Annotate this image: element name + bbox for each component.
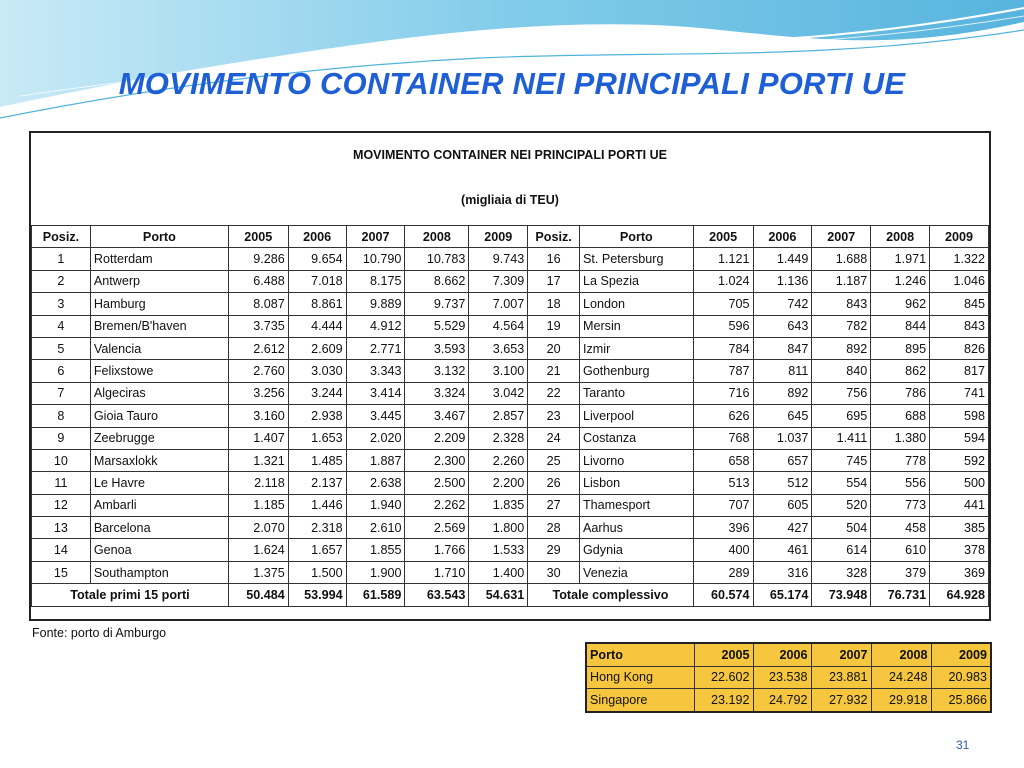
table-title: MOVIMENTO CONTAINER NEI PRINCIPALI PORTI UE xyxy=(353,148,667,162)
position-cell: 20 xyxy=(528,337,580,359)
value-cell: 27.932 xyxy=(811,689,871,712)
value-cell: 2.318 xyxy=(288,517,346,539)
header-cell: 2005 xyxy=(228,226,288,248)
table-row xyxy=(32,382,989,404)
value-cell: 1.136 xyxy=(753,270,812,292)
port-name-cell: Mersin xyxy=(579,315,693,337)
value-cell: 817 xyxy=(930,360,989,382)
value-cell: 3.735 xyxy=(228,315,288,337)
value-cell: 2.857 xyxy=(469,405,528,427)
table-total-row xyxy=(32,584,989,606)
value-cell: 23.538 xyxy=(753,666,811,689)
total-left-value: 53.994 xyxy=(288,584,346,606)
position-cell: 1 xyxy=(32,248,91,270)
value-cell: 1.624 xyxy=(228,539,288,561)
port-name-cell: Hong Kong xyxy=(586,666,694,689)
value-cell: 2.938 xyxy=(288,405,346,427)
value-cell: 3.160 xyxy=(228,405,288,427)
position-cell: 28 xyxy=(528,517,580,539)
value-cell: 784 xyxy=(693,337,753,359)
position-cell: 10 xyxy=(32,449,91,471)
header-cell: 2006 xyxy=(288,226,346,248)
value-cell: 2.137 xyxy=(288,472,346,494)
value-cell: 7.007 xyxy=(469,293,528,315)
total-left-value: 54.631 xyxy=(469,584,528,606)
value-cell: 643 xyxy=(753,315,812,337)
header-cell: 2007 xyxy=(811,643,871,666)
value-cell: 786 xyxy=(871,382,930,404)
asia-ports-table xyxy=(585,642,992,713)
value-cell: 1.380 xyxy=(871,427,930,449)
value-cell: 396 xyxy=(693,517,753,539)
port-name-cell: Gioia Tauro xyxy=(90,405,228,427)
table-row xyxy=(32,427,989,449)
value-cell: 626 xyxy=(693,405,753,427)
position-cell: 17 xyxy=(528,270,580,292)
value-cell: 1.688 xyxy=(812,248,871,270)
value-cell: 1.800 xyxy=(469,517,528,539)
value-cell: 610 xyxy=(871,539,930,561)
header-wave-decoration xyxy=(0,0,1024,130)
position-cell: 16 xyxy=(528,248,580,270)
value-cell: 2.020 xyxy=(346,427,405,449)
position-cell: 8 xyxy=(32,405,91,427)
table-row xyxy=(32,315,989,337)
page-number: 31 xyxy=(956,738,970,752)
value-cell: 845 xyxy=(930,293,989,315)
total-right-value: 60.574 xyxy=(693,584,753,606)
header-cell: 2009 xyxy=(930,226,989,248)
scanned-table-panel xyxy=(29,131,991,621)
value-cell: 598 xyxy=(930,405,989,427)
position-cell: 30 xyxy=(528,561,580,583)
port-name-cell: Izmir xyxy=(579,337,693,359)
value-cell: 4.564 xyxy=(469,315,528,337)
port-name-cell: Southampton xyxy=(90,561,228,583)
total-left-value: 63.543 xyxy=(405,584,469,606)
value-cell: 379 xyxy=(871,561,930,583)
slide-title: MOVIMENTO CONTAINER NEI PRINCIPALI PORTI UE xyxy=(118,66,906,101)
value-cell: 3.593 xyxy=(405,337,469,359)
total-left-value: 61.589 xyxy=(346,584,405,606)
table-row xyxy=(32,449,989,471)
port-name-cell: Hamburg xyxy=(90,293,228,315)
value-cell: 513 xyxy=(693,472,753,494)
table-row xyxy=(32,539,989,561)
value-cell: 844 xyxy=(871,315,930,337)
position-cell: 12 xyxy=(32,494,91,516)
position-cell: 26 xyxy=(528,472,580,494)
table-subtitle: (migliaia di TEU) xyxy=(461,193,559,207)
asia-table-body xyxy=(586,666,991,712)
value-cell: 892 xyxy=(812,337,871,359)
value-cell: 23.192 xyxy=(694,689,753,712)
value-cell: 1.121 xyxy=(693,248,753,270)
value-cell: 862 xyxy=(871,360,930,382)
value-cell: 554 xyxy=(812,472,871,494)
header-cell: 2008 xyxy=(405,226,469,248)
value-cell: 741 xyxy=(930,382,989,404)
port-name-cell: Antwerp xyxy=(90,270,228,292)
header-cell: 2007 xyxy=(812,226,871,248)
value-cell: 3.653 xyxy=(469,337,528,359)
value-cell: 9.286 xyxy=(228,248,288,270)
position-cell: 5 xyxy=(32,337,91,359)
value-cell: 1.046 xyxy=(930,270,989,292)
value-cell: 2.328 xyxy=(469,427,528,449)
position-cell: 21 xyxy=(528,360,580,382)
table-row xyxy=(32,494,989,516)
value-cell: 1.407 xyxy=(228,427,288,449)
asia-table-row xyxy=(586,689,991,712)
position-cell: 25 xyxy=(528,449,580,471)
value-cell: 592 xyxy=(930,449,989,471)
port-name-cell: Rotterdam xyxy=(90,248,228,270)
value-cell: 3.324 xyxy=(405,382,469,404)
header-cell: 2007 xyxy=(346,226,405,248)
value-cell: 400 xyxy=(693,539,753,561)
value-cell: 657 xyxy=(753,449,812,471)
value-cell: 289 xyxy=(693,561,753,583)
value-cell: 556 xyxy=(871,472,930,494)
total-right-value: 73.948 xyxy=(812,584,871,606)
port-name-cell: Marsaxlokk xyxy=(90,449,228,471)
header-cell: 2006 xyxy=(753,643,811,666)
value-cell: 962 xyxy=(871,293,930,315)
value-cell: 768 xyxy=(693,427,753,449)
value-cell: 705 xyxy=(693,293,753,315)
value-cell: 1.024 xyxy=(693,270,753,292)
total-right-label: Totale complessivo xyxy=(528,584,693,606)
table-row xyxy=(32,561,989,583)
port-name-cell: Gothenburg xyxy=(579,360,693,382)
value-cell: 3.256 xyxy=(228,382,288,404)
value-cell: 3.244 xyxy=(288,382,346,404)
value-cell: 2.569 xyxy=(405,517,469,539)
table-row xyxy=(32,472,989,494)
position-cell: 18 xyxy=(528,293,580,315)
value-cell: 500 xyxy=(930,472,989,494)
value-cell: 645 xyxy=(753,405,812,427)
value-cell: 1.446 xyxy=(288,494,346,516)
value-cell: 707 xyxy=(693,494,753,516)
header-cell: Porto xyxy=(586,643,694,666)
value-cell: 9.737 xyxy=(405,293,469,315)
value-cell: 24.792 xyxy=(753,689,811,712)
value-cell: 787 xyxy=(693,360,753,382)
value-cell: 1.835 xyxy=(469,494,528,516)
value-cell: 7.018 xyxy=(288,270,346,292)
total-right-value: 65.174 xyxy=(753,584,812,606)
value-cell: 2.070 xyxy=(228,517,288,539)
value-cell: 458 xyxy=(871,517,930,539)
table-row xyxy=(32,360,989,382)
port-name-cell: Lisbon xyxy=(579,472,693,494)
value-cell: 29.918 xyxy=(871,689,931,712)
value-cell: 2.612 xyxy=(228,337,288,359)
value-cell: 512 xyxy=(753,472,812,494)
value-cell: 1.971 xyxy=(871,248,930,270)
table-row xyxy=(32,293,989,315)
port-name-cell: Bremen/B'haven xyxy=(90,315,228,337)
position-cell: 23 xyxy=(528,405,580,427)
value-cell: 20.983 xyxy=(931,666,991,689)
position-cell: 11 xyxy=(32,472,91,494)
value-cell: 3.445 xyxy=(346,405,405,427)
value-cell: 2.500 xyxy=(405,472,469,494)
header-cell: Porto xyxy=(90,226,228,248)
value-cell: 892 xyxy=(753,382,812,404)
position-cell: 14 xyxy=(32,539,91,561)
header-cell: Posiz. xyxy=(528,226,580,248)
value-cell: 742 xyxy=(753,293,812,315)
source-note: Fonte: porto di Amburgo xyxy=(32,626,167,640)
value-cell: 1.766 xyxy=(405,539,469,561)
value-cell: 605 xyxy=(753,494,812,516)
position-cell: 22 xyxy=(528,382,580,404)
value-cell: 441 xyxy=(930,494,989,516)
value-cell: 594 xyxy=(930,427,989,449)
value-cell: 811 xyxy=(753,360,812,382)
value-cell: 1.037 xyxy=(753,427,812,449)
value-cell: 3.343 xyxy=(346,360,405,382)
position-cell: 29 xyxy=(528,539,580,561)
port-name-cell: London xyxy=(579,293,693,315)
value-cell: 2.638 xyxy=(346,472,405,494)
value-cell: 10.790 xyxy=(346,248,405,270)
port-name-cell: Ambarli xyxy=(90,494,228,516)
value-cell: 22.602 xyxy=(694,666,753,689)
position-cell: 15 xyxy=(32,561,91,583)
port-name-cell: Zeebrugge xyxy=(90,427,228,449)
value-cell: 2.610 xyxy=(346,517,405,539)
port-name-cell: Le Havre xyxy=(90,472,228,494)
value-cell: 504 xyxy=(812,517,871,539)
value-cell: 1.710 xyxy=(405,561,469,583)
value-cell: 847 xyxy=(753,337,812,359)
value-cell: 369 xyxy=(930,561,989,583)
value-cell: 2.118 xyxy=(228,472,288,494)
value-cell: 1.657 xyxy=(288,539,346,561)
value-cell: 328 xyxy=(812,561,871,583)
value-cell: 2.760 xyxy=(228,360,288,382)
total-right-value: 64.928 xyxy=(930,584,989,606)
value-cell: 3.467 xyxy=(405,405,469,427)
value-cell: 843 xyxy=(812,293,871,315)
value-cell: 1.449 xyxy=(753,248,812,270)
value-cell: 826 xyxy=(930,337,989,359)
port-name-cell: Felixstowe xyxy=(90,360,228,382)
value-cell: 5.529 xyxy=(405,315,469,337)
value-cell: 3.042 xyxy=(469,382,528,404)
value-cell: 4.912 xyxy=(346,315,405,337)
value-cell: 840 xyxy=(812,360,871,382)
port-name-cell: Barcelona xyxy=(90,517,228,539)
value-cell: 2.771 xyxy=(346,337,405,359)
value-cell: 1.246 xyxy=(871,270,930,292)
value-cell: 756 xyxy=(812,382,871,404)
position-cell: 7 xyxy=(32,382,91,404)
value-cell: 1.185 xyxy=(228,494,288,516)
value-cell: 1.940 xyxy=(346,494,405,516)
value-cell: 8.662 xyxy=(405,270,469,292)
value-cell: 688 xyxy=(871,405,930,427)
ports-table-body xyxy=(32,248,989,584)
value-cell: 9.889 xyxy=(346,293,405,315)
value-cell: 8.861 xyxy=(288,293,346,315)
port-name-cell: Algeciras xyxy=(90,382,228,404)
value-cell: 23.881 xyxy=(811,666,871,689)
value-cell: 2.262 xyxy=(405,494,469,516)
total-left-value: 50.484 xyxy=(228,584,288,606)
header-cell: 2008 xyxy=(871,643,931,666)
value-cell: 1.411 xyxy=(812,427,871,449)
value-cell: 778 xyxy=(871,449,930,471)
table-row xyxy=(32,337,989,359)
position-cell: 3 xyxy=(32,293,91,315)
value-cell: 2.609 xyxy=(288,337,346,359)
value-cell: 385 xyxy=(930,517,989,539)
value-cell: 9.743 xyxy=(469,248,528,270)
value-cell: 7.309 xyxy=(469,270,528,292)
value-cell: 658 xyxy=(693,449,753,471)
value-cell: 2.200 xyxy=(469,472,528,494)
asia-table-row xyxy=(586,666,991,689)
value-cell: 2.209 xyxy=(405,427,469,449)
table-row xyxy=(32,405,989,427)
header-cell: 2008 xyxy=(871,226,930,248)
port-name-cell: Liverpool xyxy=(579,405,693,427)
header-cell: Porto xyxy=(579,226,693,248)
port-name-cell: La Spezia xyxy=(579,270,693,292)
value-cell: 614 xyxy=(812,539,871,561)
port-name-cell: Costanza xyxy=(579,427,693,449)
value-cell: 6.488 xyxy=(228,270,288,292)
value-cell: 8.175 xyxy=(346,270,405,292)
value-cell: 773 xyxy=(871,494,930,516)
value-cell: 1.533 xyxy=(469,539,528,561)
position-cell: 24 xyxy=(528,427,580,449)
table-row xyxy=(32,248,989,270)
total-right-value: 76.731 xyxy=(871,584,930,606)
port-name-cell: Gdynia xyxy=(579,539,693,561)
value-cell: 24.248 xyxy=(871,666,931,689)
value-cell: 596 xyxy=(693,315,753,337)
port-name-cell: Singapore xyxy=(586,689,694,712)
value-cell: 1.321 xyxy=(228,449,288,471)
value-cell: 25.866 xyxy=(931,689,991,712)
table-row xyxy=(32,270,989,292)
value-cell: 378 xyxy=(930,539,989,561)
position-cell: 4 xyxy=(32,315,91,337)
value-cell: 520 xyxy=(812,494,871,516)
port-name-cell: Genoa xyxy=(90,539,228,561)
header-cell: 2006 xyxy=(753,226,812,248)
value-cell: 3.100 xyxy=(469,360,528,382)
value-cell: 745 xyxy=(812,449,871,471)
value-cell: 1.322 xyxy=(930,248,989,270)
port-name-cell: Thamesport xyxy=(579,494,693,516)
value-cell: 9.654 xyxy=(288,248,346,270)
header-cell: Posiz. xyxy=(32,226,91,248)
value-cell: 716 xyxy=(693,382,753,404)
port-name-cell: Valencia xyxy=(90,337,228,359)
asia-table-header-row xyxy=(586,643,991,666)
total-left-label: Totale primi 15 porti xyxy=(32,584,229,606)
value-cell: 695 xyxy=(812,405,871,427)
value-cell: 1.400 xyxy=(469,561,528,583)
value-cell: 3.132 xyxy=(405,360,469,382)
value-cell: 843 xyxy=(930,315,989,337)
position-cell: 19 xyxy=(528,315,580,337)
value-cell: 3.414 xyxy=(346,382,405,404)
header-cell: 2009 xyxy=(931,643,991,666)
value-cell: 1.653 xyxy=(288,427,346,449)
value-cell: 8.087 xyxy=(228,293,288,315)
value-cell: 1.187 xyxy=(812,270,871,292)
header-cell: 2005 xyxy=(693,226,753,248)
port-name-cell: Livorno xyxy=(579,449,693,471)
port-name-cell: St. Petersburg xyxy=(579,248,693,270)
value-cell: 1.887 xyxy=(346,449,405,471)
value-cell: 895 xyxy=(871,337,930,359)
value-cell: 1.855 xyxy=(346,539,405,561)
port-name-cell: Aarhus xyxy=(579,517,693,539)
position-cell: 9 xyxy=(32,427,91,449)
header-cell: 2009 xyxy=(469,226,528,248)
value-cell: 1.375 xyxy=(228,561,288,583)
value-cell: 2.260 xyxy=(469,449,528,471)
table-row xyxy=(32,517,989,539)
position-cell: 2 xyxy=(32,270,91,292)
value-cell: 1.900 xyxy=(346,561,405,583)
value-cell: 4.444 xyxy=(288,315,346,337)
value-cell: 316 xyxy=(753,561,812,583)
header-cell: 2005 xyxy=(694,643,753,666)
value-cell: 461 xyxy=(753,539,812,561)
position-cell: 13 xyxy=(32,517,91,539)
port-name-cell: Taranto xyxy=(579,382,693,404)
ports-table xyxy=(31,225,989,607)
port-name-cell: Venezia xyxy=(579,561,693,583)
value-cell: 427 xyxy=(753,517,812,539)
value-cell: 10.783 xyxy=(405,248,469,270)
value-cell: 2.300 xyxy=(405,449,469,471)
value-cell: 3.030 xyxy=(288,360,346,382)
table-header-row xyxy=(32,226,989,248)
position-cell: 6 xyxy=(32,360,91,382)
value-cell: 1.500 xyxy=(288,561,346,583)
position-cell: 27 xyxy=(528,494,580,516)
value-cell: 1.485 xyxy=(288,449,346,471)
value-cell: 782 xyxy=(812,315,871,337)
